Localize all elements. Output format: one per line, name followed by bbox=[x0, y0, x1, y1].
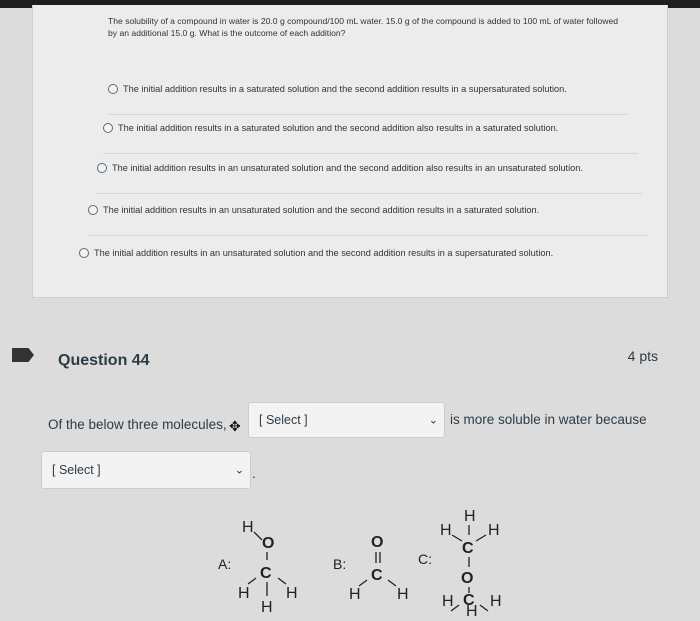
atom-c: C bbox=[371, 567, 383, 584]
molecule-b-label: B: bbox=[333, 556, 347, 572]
chevron-down-icon: ⌄ bbox=[428, 414, 438, 427]
answer-option-1[interactable] bbox=[108, 83, 628, 115]
atom-o: O bbox=[461, 570, 474, 587]
option-label: The initial addition results in a saturated solution and the second addition also results in a saturated solution. bbox=[118, 123, 559, 133]
atom-h: H bbox=[349, 586, 361, 603]
atom-h: H bbox=[286, 585, 298, 602]
answer-option-4[interactable] bbox=[88, 204, 648, 236]
atom-h: H bbox=[238, 585, 250, 602]
question-suffix: is more soluble in water because bbox=[450, 412, 647, 427]
radio-button[interactable] bbox=[103, 123, 113, 133]
atom-h: H bbox=[464, 508, 476, 525]
atom-c: C bbox=[260, 565, 272, 582]
question-prefix: Of the below three molecules, bbox=[48, 417, 227, 432]
option-label: The initial addition results in a saturated solution and the second addition results in a supersaturated solution. bbox=[123, 84, 567, 94]
radio-button[interactable] bbox=[97, 163, 107, 173]
question-header bbox=[32, 336, 666, 386]
question-points: 4 pts bbox=[627, 348, 658, 364]
option-label: The initial addition results in an unsaturated solution and the second addition results in a saturated solution. bbox=[103, 205, 540, 215]
atom-o: O bbox=[371, 534, 384, 551]
atom-c: C bbox=[462, 540, 474, 557]
reason-select[interactable] bbox=[41, 451, 251, 489]
atom-h: H bbox=[261, 599, 273, 613]
sentence-period: . bbox=[252, 466, 256, 481]
molecule-a-label: A: bbox=[218, 556, 232, 572]
chevron-down-icon: ⌄ bbox=[234, 464, 244, 477]
atom-c: C bbox=[463, 592, 475, 609]
option-label: The initial addition results in an unsaturated solution and the second addition also results in an unsaturated solution. bbox=[112, 163, 583, 173]
select-value: [ Select ] bbox=[52, 463, 101, 477]
atom-o: O bbox=[262, 535, 275, 552]
radio-button[interactable] bbox=[108, 84, 118, 94]
radio-button[interactable] bbox=[88, 205, 98, 215]
option-label: The initial addition results in an unsaturated solution and the second addition results in a supersaturated solution. bbox=[94, 248, 554, 258]
answer-option-3[interactable] bbox=[97, 162, 642, 194]
question-title: Question 44 bbox=[58, 352, 150, 369]
previous-question-card bbox=[32, 5, 668, 298]
atom-h: H bbox=[242, 519, 254, 536]
select-value: [ Select ] bbox=[259, 413, 308, 427]
previous-question-text: The solubility of a compound in water is 20.0 g compound/100 mL water. 15.0 g of the compound is added to 100 mL of water followed by an additional 15.0 g. What is the outcome of each addition? bbox=[108, 16, 619, 38]
atom-h: H bbox=[397, 586, 409, 603]
flag-icon[interactable] bbox=[12, 348, 34, 362]
radio-button[interactable] bbox=[79, 248, 89, 258]
molecule-a-structure bbox=[232, 512, 312, 613]
atom-h: H bbox=[442, 593, 454, 610]
atom-h: H bbox=[490, 593, 502, 610]
atom-h: H bbox=[488, 522, 500, 539]
molecule-c-label: C: bbox=[418, 551, 432, 567]
answer-option-5[interactable] bbox=[79, 247, 654, 278]
molecule-select[interactable] bbox=[248, 402, 445, 438]
atom-h: H bbox=[466, 603, 478, 620]
molecule-b-structure bbox=[345, 525, 425, 613]
atom-h: H bbox=[440, 522, 452, 539]
mouse-cursor-icon: ✥ bbox=[229, 418, 241, 434]
answer-option-2[interactable] bbox=[103, 122, 638, 154]
